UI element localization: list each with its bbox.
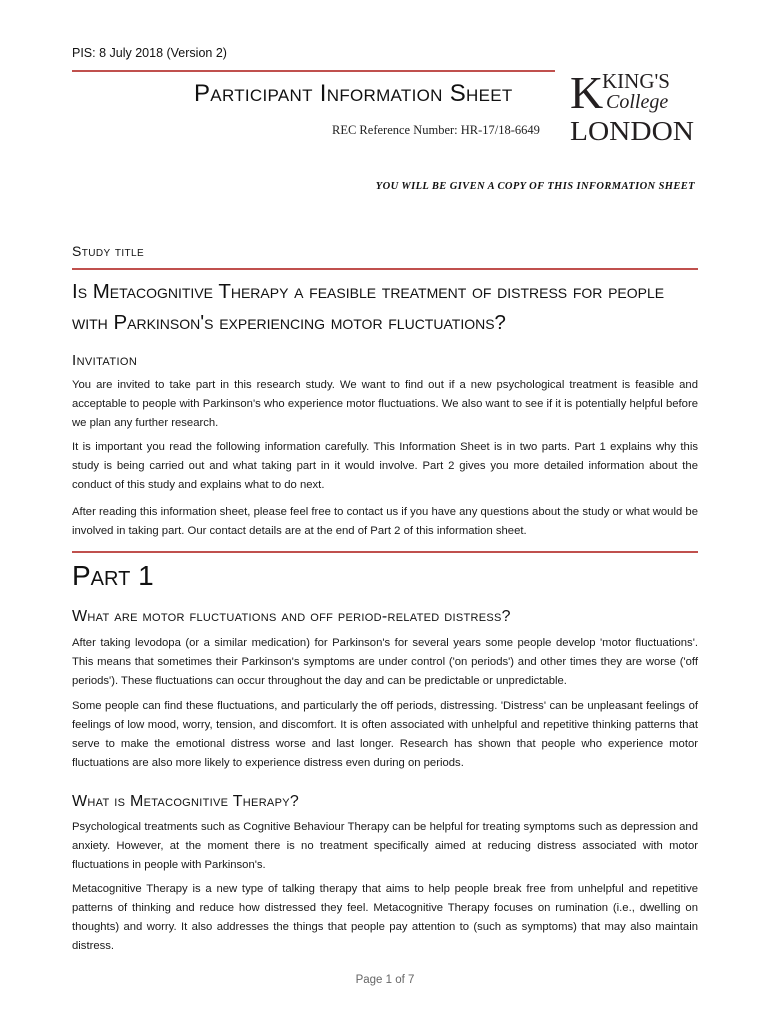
study-title: Is Metacognitive Therapy a feasible treatment of distress for people with Parkinson's experiencing motor fluctuations? [72, 280, 665, 334]
invitation-paragraph-2: It is important you read the following information carefully. This Information Sheet is in two parts. Part 1 explains why this study is being carried out and what taking part in it would involve. Part 2 gives you more detailed information about the conduct of this study and explains what to do next. [72, 441, 698, 491]
mct-paragraph-1: Psychological treatments such as Cognitive Behaviour Therapy can be helpful for treating symptoms such as depression and anxiety. However, at the moment there is no treatment specifically aimed at reducing distress associated with motor fluctuations in people with Parkinson's. [72, 821, 698, 871]
invitation-paragraph-3: After reading this information sheet, please feel free to contact us if you have any questions about the study or what would be involved in taking part. Our contact details are at the end of Part 2 of this information sheet. [72, 506, 698, 537]
study-title-rule [72, 268, 698, 270]
kings-college-logo [568, 68, 696, 144]
motor-fluctuations-heading: What are motor fluctuations and off period-related distress? [72, 608, 511, 625]
rec-reference: REC Reference Number: HR-17/18-6649 [332, 123, 540, 137]
motor-fluctuations-paragraph-1: After taking levodopa (or a similar medication) for Parkinson's for several years some people develop 'motor fluctuations'. This means that sometimes their Parkinson's symptoms are under control ('on periods') and other times they are worse ('off periods'). These fluctuations can occur throughout the day and can be predictable or unpredictable. [72, 637, 698, 687]
mct-heading: What is Metacognitive Therapy? [72, 793, 300, 810]
logo-line3: LONDON [570, 116, 694, 144]
logo-line2: College [606, 91, 669, 113]
page-number: Page 1 of 7 [355, 974, 415, 986]
part1-heading: Part 1 [72, 560, 154, 591]
version-line: PIS: 8 July 2018 (Version 2) [72, 46, 227, 60]
header-rule [72, 70, 555, 72]
copy-note: YOU WILL BE GIVEN A COPY OF THIS INFORMATION SHEET [375, 181, 695, 192]
motor-fluctuations-paragraph-2: Some people can find these fluctuations, and particularly the off periods, distressing. 'Distress' can be unpleasant feelings of feelings of low mood, worry, tension, and discomfort. It is often associated with unhelpful and repetitive thinking patterns that serve to make the emotional distress worse and last longer. Research has shown that people who experience motor fluctuations are also more likely to experience distress even during on periods. [72, 700, 698, 769]
part1-rule [72, 551, 698, 553]
mct-paragraph-2: Metacognitive Therapy is a new type of talking therapy that aims to help people break free from unhelpful and repetitive patterns of thinking and reduce how distressed they feel. Metacognitive Therapy focuses on rumination (i.e., dwelling on thoughts) and worry. It also addresses the things that people pay attention to (such as symptoms) that may also maintain distress. [72, 883, 698, 952]
study-title-label: Study title [72, 243, 145, 259]
invitation-heading: Invitation [72, 352, 138, 369]
invitation-paragraph-1: You are invited to take part in this research study. We want to find out if a new psychological treatment is feasible and acceptable to people with Parkinson's who experience motor fluctuations. We also want to see if it is potentially helpful before we plan any further research. [72, 379, 698, 429]
page-title: Participant Information Sheet [194, 80, 513, 107]
logo-letter-k: K [570, 68, 604, 118]
logo-line1: KING'S [602, 69, 670, 93]
